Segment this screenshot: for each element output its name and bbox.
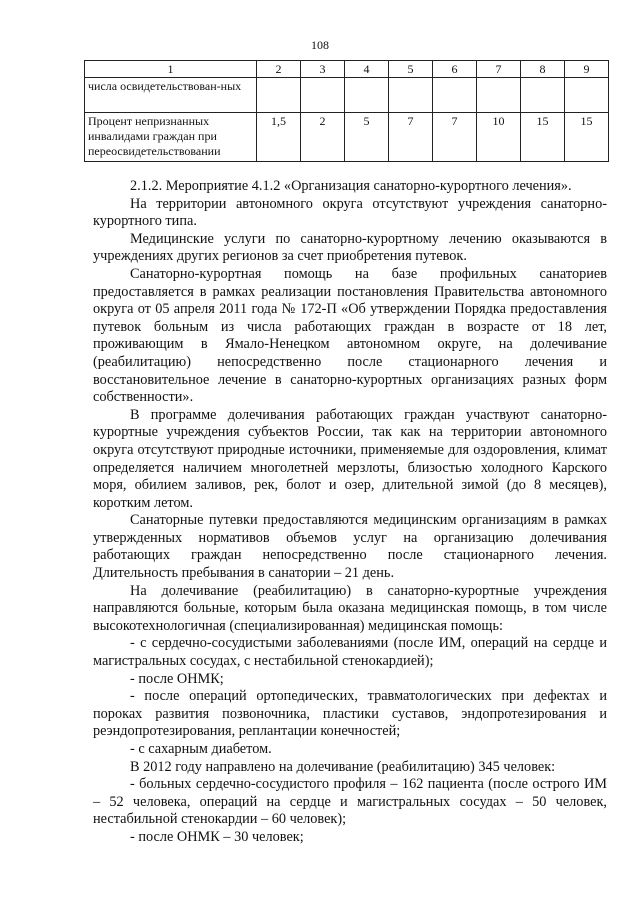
- table-cell: [565, 78, 609, 113]
- table-cell: [433, 78, 477, 113]
- table-row-label: числа освидетельствован-ных: [85, 78, 257, 113]
- table-row: [85, 78, 609, 113]
- paragraph: Санаторные путевки предоставляются медицинским организациям в рамках утвержденных нормативов объемов услуг на организацию долечивания работающих граждан непосредственно после стационарного лечения. Длительность пребывания в санатории – 21 день.: [93, 512, 607, 582]
- table-cell: [301, 78, 345, 113]
- table-header-cell: 1: [85, 61, 257, 78]
- table-cell: [257, 78, 301, 113]
- table-header-cell: 2: [257, 61, 301, 78]
- table-header-cell: 6: [433, 61, 477, 78]
- table-cell: [389, 78, 433, 113]
- table-cell: 15: [565, 113, 609, 162]
- table-cell: [521, 78, 565, 113]
- list-item: - после ОНМК;: [130, 670, 224, 687]
- list-item: - после ОНМК – 30 человек;: [130, 828, 304, 845]
- table-cell: 2: [301, 113, 345, 162]
- table-header-row: [85, 61, 609, 78]
- table-cell: 15: [521, 113, 565, 162]
- paragraph: В программе долечивания работающих граждан участвуют санаторно-курортные учреждения субъектов России, так как на территории автономного округа отсутствуют природные источники, применяемые для оздоровления, климат определяется наличием многолетней мерзлоты, близостью холодного Карского моря, обилием заливов, рек, болот и озер, длительной зимой (до 8 месяцев), коротким летом.: [93, 406, 607, 511]
- list-item: - после операций ортопедических, травматологических при дефектах и пороках развития позвоночника, пластики суставов, эндопротезирования и реэндопротезирования, реплантации конечностей;: [93, 688, 607, 740]
- list-item: - больных сердечно-сосудистого профиля – 162 пациента (после острого ИМ – 52 человека, операций на сердце и магистральных сосудах – 50 человек, нестабильной стенокардии – 60 человек);: [93, 776, 607, 828]
- table-cell: 1,5: [257, 113, 301, 162]
- table-cell: 7: [433, 113, 477, 162]
- paragraph: Санаторно-курортная помощь на базе профильных санаториев предоставляется в рамках реализации постановления Правительства автономного округа от 05 апреля 2011 года № 172-П «Об утверждении Порядка предоставления путевок больным из числа работающих граждан в возрасте от 18 лет, проживающим в Ямало-Ненецком автономном округе, на долечивание (реабилитацию) непосредственно после стационарного лечения и восстановительное лечение в санаторно-курортных организациях разных форм собственности».: [93, 265, 607, 406]
- paragraph: На долечивание (реабилитацию) в санаторно-курортные учреждения направляются больные, которым была оказана медицинская помощь, в том числе высокотехнологичная (специализированная) медицинская помощь:: [93, 582, 607, 634]
- table-cell: 5: [345, 113, 389, 162]
- table-cell: [477, 78, 521, 113]
- paragraph: В 2012 году направлено на долечивание (реабилитацию) 345 человек:: [130, 758, 556, 775]
- table-cell: [345, 78, 389, 113]
- page-number: 108: [311, 38, 329, 52]
- paragraph: На территории автономного округа отсутствуют учреждения санаторно-курортного типа.: [93, 195, 607, 230]
- table-cell: 10: [477, 113, 521, 162]
- table-row: [85, 113, 609, 162]
- list-item: - с сахарным диабетом.: [130, 741, 272, 757]
- table-cell: 7: [389, 113, 433, 162]
- table-header-cell: 9: [565, 61, 609, 78]
- table-header-cell: 5: [389, 61, 433, 78]
- table-row-label: Процент непризнанных инвалидами граждан при переосвидетельствовании: [85, 113, 257, 162]
- paragraph: Медицинские услуги по санаторно-курортному лечению оказываются в учреждениях других регионов за счет приобретения путевок.: [93, 230, 607, 265]
- document-body: [93, 178, 607, 847]
- section-heading: 2.1.2. Мероприятие 4.1.2 «Организация санаторно-курортного лечения».: [130, 178, 572, 194]
- list-item: - с сердечно-сосудистыми заболеваниями (после ИМ, операций на сердце и магистральных сосудах, с нестабильной стенокардией);: [93, 635, 607, 670]
- table-header-cell: 8: [521, 61, 565, 78]
- data-table: [84, 60, 609, 162]
- table-header-cell: 7: [477, 61, 521, 78]
- table-header-cell: 3: [301, 61, 345, 78]
- table-header-cell: 4: [345, 61, 389, 78]
